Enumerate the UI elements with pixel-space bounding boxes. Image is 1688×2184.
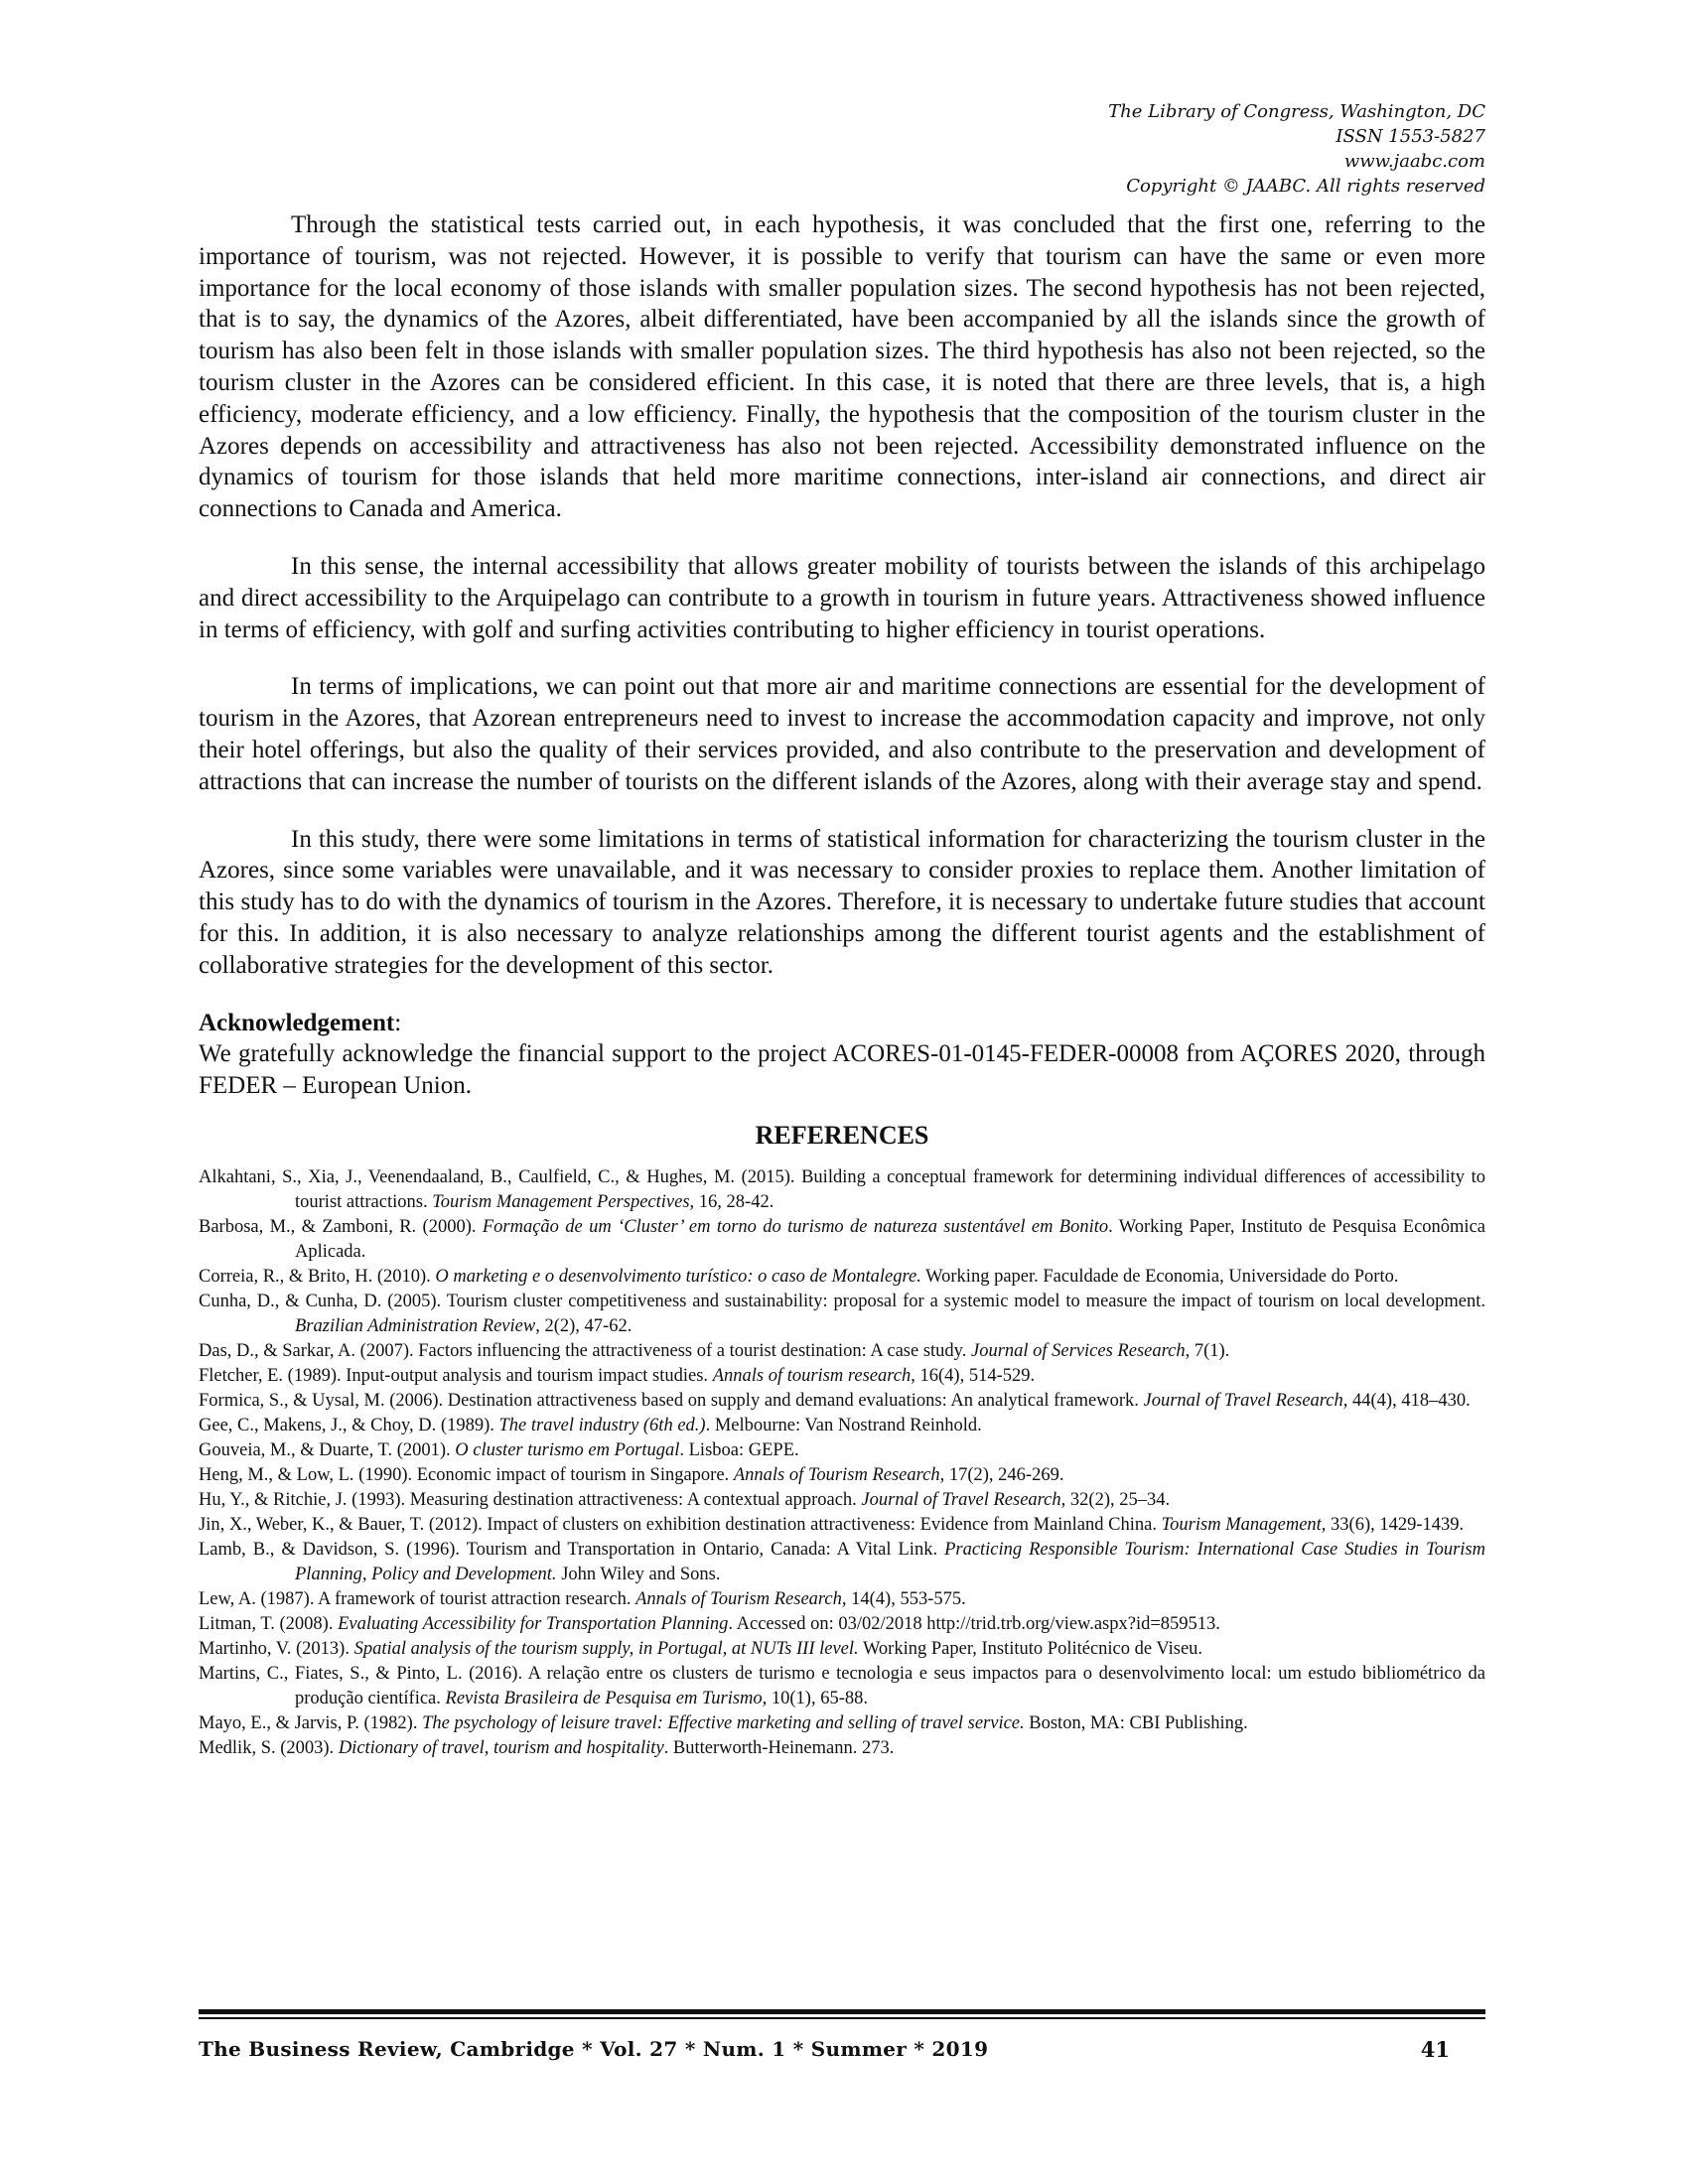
reference-text: Heng, M., & Low, L. (1990). Economic impact of tourism in Singapore. [199,1464,734,1485]
reference-text: Lew, A. (1987). A framework of tourist attraction research. [199,1588,636,1609]
reference-item [199,1265,1485,1290]
reference-source: Annals of Tourism Research [635,1588,842,1609]
reference-text: Alkahtani, S., Xia, J., Veenendaaland, B., Caulfield, C., & Hughes, M. (2015). Building a conceptual framework for determining individual differences of accessibility to tourist attractions. [199,1166,1485,1212]
reference-source: Journal of Travel Research [1143,1390,1343,1411]
reference-text: Cunha, D., & Cunha, D. (2005). Tourism cluster competitiveness and sustainability: proposal for a systemic model to measure the impact of tourism on local development. [199,1291,1485,1311]
reference-item [199,1290,1485,1339]
reference-source: The travel industry (6th ed.) [498,1415,706,1435]
reference-details: Working paper. Faculdade de Economia, Universidade do Porto. [920,1266,1399,1287]
reference-source: Annals of tourism research [712,1365,912,1386]
reference-source: Spatial analysis of the tourism supply, in Portugal, at NUTs III level. [353,1638,859,1659]
reference-details: , 2(2), 47-62. [535,1315,633,1336]
reference-source: O marketing e o desenvolvimento turístico: o caso de Montalegre. [435,1266,921,1287]
reference-details: . Accessed on: 03/02/2018 http://trid.trb.org/view.aspx?id=859513. [728,1613,1220,1634]
reference-text: Das, D., & Sarkar, A. (2007). Factors influencing the attractiveness of a tourist destination: A case study. [199,1340,971,1361]
reference-item [199,1711,1485,1736]
reference-details: . Lisboa: GEPE. [679,1439,799,1460]
reference-details: , 32(2), 25–34. [1060,1489,1171,1510]
main-content [199,209,1485,1761]
reference-source: Revista Brasileira de Pesquisa em Turismo [445,1688,763,1708]
reference-details: , 16, 28-42. [689,1191,774,1212]
header-issn-line: ISSN 1553-5827 [1336,126,1485,147]
footer-page-number: 41 [1420,2037,1450,2062]
reference-item [199,1612,1485,1637]
reference-text: Lamb, B., & Davidson, S. (1996). Tourism and Transportation in Ontario, Canada: A Vital Link. [199,1539,945,1560]
reference-details: . Working Paper, Instituto de Pesquisa Econômica Aplicada. [295,1216,1485,1262]
reference-text: Formica, S., & Uysal, M. (2006). Destination attractiveness based on supply and demand evaluations: An analytical framework. [199,1390,1144,1411]
reference-item [199,1414,1485,1438]
reference-details: Working Paper, Instituto Politécnico de Viseu. [858,1638,1203,1659]
paragraph-implications: In terms of implications, we can point out that more air and maritime connections are essential for the development of tourism in the Azores, that Azorean entrepreneurs need to invest to increase the accommodation capacity and improve, not only their hotel offerings, but also the quality of their services provided, and also contribute to the preservation and development of attractions that can increase the number of tourists on the different islands of the Azores, along with their average stay and spend. [199,673,1485,795]
reference-item [199,1637,1485,1662]
header-copyright-line: Copyright © JAABC. All rights reserved [1126,176,1485,197]
reference-item [199,1662,1485,1711]
reference-source: Journal of Travel Research [861,1489,1061,1510]
reference-item [199,1463,1485,1488]
reference-source: The psychology of leisure travel: Effective marketing and selling of travel service. [422,1712,1025,1733]
reference-item [199,1339,1485,1364]
references-list [199,1165,1485,1761]
reference-source: Journal of Services Research [970,1340,1186,1361]
reference-source: Tourism Management [1161,1514,1322,1535]
reference-source: Brazilian Administration Review [295,1315,536,1336]
reference-details: . Melbourne: Van Nostrand Reinhold. [705,1415,982,1435]
reference-text: Martins, C., Fiates, S., & Pinto, L. (2016). A relação entre os clusters de turismo e tecnologia e seus impactos para o desenvolvimento local: um estudo bibliométrico da produção científica. [199,1663,1485,1708]
reference-text: Jin, X., Weber, K., & Bauer, T. (2012). Impact of clusters on exhibition destination attractiveness: Evidence from Mainland China. [199,1514,1162,1535]
reference-text: Medlik, S. (2003). [199,1737,339,1758]
reference-text: Hu, Y., & Ritchie, J. (1993). Measuring destination attractiveness: A contextual approach. [199,1489,862,1510]
acknowledgement-heading [199,1008,1485,1039]
reference-source: Evaluating Accessibility for Transportation Planning [338,1613,729,1634]
footer-divider-thick [199,2009,1485,2014]
header-website-line: www.jaabc.com [1343,151,1485,172]
footer-divider-thin [199,2017,1485,2019]
reference-details: John Wiley and Sons. [556,1564,721,1584]
reference-text: Gouveia, M., & Duarte, T. (2001). [199,1439,456,1460]
reference-text: Gee, C., Makens, J., & Choy, D. (1989). [199,1415,499,1435]
acknowledgement-text: We gratefully acknowledge the financial support to the project ACORES-01-0145-FEDER-00008 from AÇORES 2020, through FEDER – European Union. [199,1040,1485,1100]
reference-item [199,1538,1485,1587]
reference-item [199,1587,1485,1612]
reference-item [199,1215,1485,1265]
references-heading: REFERENCES [755,1120,929,1150]
reference-text: Martinho, V. (2013). [199,1638,354,1659]
reference-details: , 44(4), 418–430. [1342,1390,1471,1411]
reference-details: . Butterworth-Heinemann. 273. [663,1737,895,1758]
paragraph-hypotheses: Through the statistical tests carried out, in each hypothesis, it was concluded that the first one, referring to the importance of tourism, was not rejected. However, it is possible to verify that tourism can have the same or even more importance for the local economy of those islands with smaller population sizes. The second hypothesis has not been rejected, that is to say, the dynamics of the Azores, albeit differentiated, have been accompanied by all the islands since the growth of tourism has also been felt in those islands with smaller population sizes. The third hypothesis has also not been rejected, so the tourism cluster in the Azores can be considered efficient. In this case, it is noted that there are three levels, that is, a high efficiency, moderate efficiency, and a low efficiency. Finally, the hypothesis that the composition of the tourism cluster in the Azores depends on accessibility and attractiveness has also not been rejected. Accessibility demonstrated influence on the dynamics of tourism for those islands that held more maritime connections, inter-island air connections, and direct air connections to Canada and America. [199,211,1485,523]
footer-journal-title: The Business Review, Cambridge * Vol. 27 * Num. 1 * Summer * 2019 [199,2037,989,2061]
reference-source: Dictionary of travel, tourism and hospitality [338,1737,664,1758]
reference-item [199,1438,1485,1463]
reference-item [199,1513,1485,1538]
reference-source: Formação de um ‘Cluster’ em torno do turismo de natureza sustentável em Bonito [482,1216,1109,1237]
reference-text: Litman, T. (2008). [199,1613,339,1634]
header-library-line: The Library of Congress, Washington, DC [1108,101,1485,122]
acknowledgement-heading-colon: : [394,1009,402,1036]
reference-item [199,1488,1485,1513]
reference-item [199,1736,1485,1761]
acknowledgement-heading-text: Acknowledgement [199,1009,395,1036]
reference-text: Correia, R., & Brito, H. (2010). [199,1266,436,1287]
reference-item [199,1165,1485,1215]
page-header [1108,99,1485,199]
paragraph-accessibility: In this sense, the internal accessibility that allows greater mobility of tourists between the islands of this archipelago and direct accessibility to the Arquipelago can contribute to a growth in tourism in future years. Attractiveness showed influence in terms of efficiency, with golf and surfing activities contributing to higher efficiency in tourist operations. [199,552,1485,643]
reference-text: Fletcher, E. (1989). Input-output analysis and tourism impact studies. [199,1365,713,1386]
reference-item [199,1389,1485,1414]
reference-text: Mayo, E., & Jarvis, P. (1982). [199,1712,423,1733]
reference-source: Practicing Responsible Tourism: International Case Studies in Tourism Planning, Policy and Development. [295,1539,1485,1584]
reference-source: O cluster turismo em Portugal [455,1439,680,1460]
document-page [199,0,1485,2184]
reference-details: , 10(1), 65-88. [762,1688,868,1708]
reference-text: Barbosa, M., & Zamboni, R. (2000). [199,1216,483,1237]
reference-details: , 14(4), 553-575. [841,1588,966,1609]
paragraph-limitations: In this study, there were some limitations in terms of statistical information for characterizing the tourism cluster in the Azores, since some variables were unavailable, and it was necessary to consider proxies to replace them. Another limitation of this study has to do with the dynamics of tourism in the Azores. Therefore, it is necessary to undertake future studies that account for this. In addition, it is also necessary to analyze relationships among the different tourist agents and the establishment of collaborative strategies for the development of this sector. [199,825,1485,979]
reference-source: Tourism Management Perspectives [432,1191,690,1212]
reference-details: , 33(6), 1429-1439. [1321,1514,1465,1535]
reference-details: Boston, MA: CBI Publishing. [1024,1712,1248,1733]
reference-details: , 16(4), 514-529. [911,1365,1036,1386]
reference-details: , 7(1). [1185,1340,1230,1361]
reference-source: Annals of Tourism Research [733,1464,940,1485]
reference-details: , 17(2), 246-269. [939,1464,1064,1485]
reference-item [199,1364,1485,1389]
